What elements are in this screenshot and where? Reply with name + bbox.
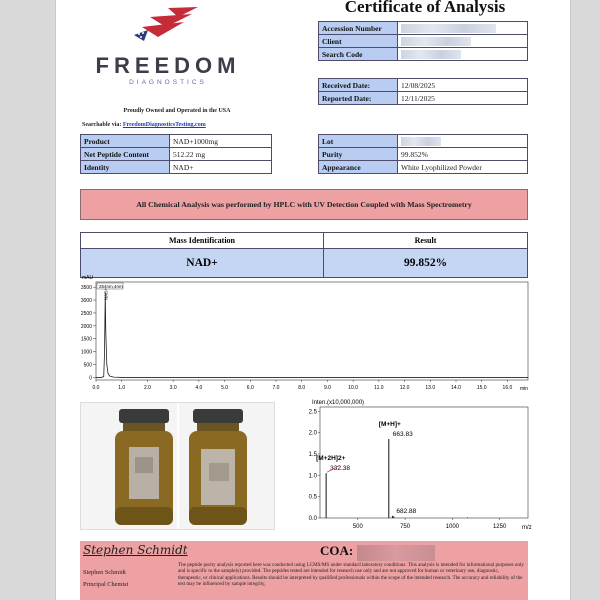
peak-value-label: 332.38 bbox=[330, 465, 351, 473]
x-tick-label: 0.0 bbox=[92, 385, 100, 391]
trace-label: 254nm,4nm bbox=[99, 284, 123, 289]
product-value: NAD+1000mg bbox=[170, 135, 272, 148]
peak-label: NAD+ bbox=[103, 287, 109, 300]
plot-frame bbox=[96, 282, 528, 380]
x-tick-label: 15.0 bbox=[476, 385, 487, 391]
mass-id-header: Mass Identification bbox=[81, 233, 324, 249]
y-tick-label: 3500 bbox=[80, 285, 92, 292]
vial-right bbox=[189, 409, 247, 525]
product-label: Product bbox=[81, 135, 170, 148]
result-value: 99.852% bbox=[324, 249, 528, 278]
y-tick-label: 500 bbox=[83, 362, 92, 369]
hplc-chromatogram bbox=[60, 272, 534, 397]
x-tick-label: 8.0 bbox=[298, 385, 306, 391]
search-code-label: Search Code bbox=[319, 48, 398, 61]
vial-photos bbox=[80, 402, 275, 530]
x-tick-label: 7.0 bbox=[272, 385, 280, 391]
redacted-block bbox=[401, 24, 496, 33]
net-content-value: 512.22 mg bbox=[170, 148, 272, 161]
vial-left bbox=[115, 409, 173, 525]
y-tick-label: 1500 bbox=[80, 336, 92, 343]
reported-label: Reported Date: bbox=[319, 92, 398, 105]
brand-name: FREEDOM bbox=[95, 53, 241, 78]
chemist-name: Stephen Schmidt bbox=[83, 569, 126, 576]
reported-value: 12/11/2025 bbox=[398, 92, 528, 105]
chemist-info bbox=[83, 567, 128, 591]
ion-label: [M+2H]2+ bbox=[316, 455, 346, 463]
x-tick-label: 1000 bbox=[445, 524, 460, 530]
ion-label: [M+H]+ bbox=[378, 421, 401, 429]
purity-value: 99.852% bbox=[398, 148, 528, 161]
x-tick-label: 12.0 bbox=[399, 385, 410, 391]
y-tick-label: 2500 bbox=[80, 310, 92, 317]
x-tick-label: 6.0 bbox=[246, 385, 254, 391]
searchable-line bbox=[82, 122, 206, 128]
result-header: Result bbox=[324, 233, 528, 249]
coa-label: COA: bbox=[320, 543, 354, 558]
method-banner: All Chemical Analysis was performed by HPLC with UV Detection Coupled with Mass Spectrometry bbox=[80, 189, 528, 220]
x-tick-label: 13.0 bbox=[425, 385, 436, 391]
x-tick-label: 4.0 bbox=[195, 385, 203, 391]
disclaimer: The peptide purity analysis reported here was conducted using LCMS/MS under standard laboratory conditions. This analysis is intended for informational purposes only and is specific to the sample(s) provided. The peptides tested are intended for research use only and are not approved for human or veterinary use, diagnostic, therapeutic, or clinical applications. Results should be interpreted by qualified professionals within the scope of the intended research. The accuracy and reliability of the test may be influenced by sample integrity, bbox=[178, 562, 524, 587]
received-label: Received Date: bbox=[319, 79, 398, 92]
x-tick-label: 10.0 bbox=[348, 385, 359, 391]
coa-redacted bbox=[357, 545, 435, 561]
x-tick-label: 500 bbox=[352, 524, 363, 530]
purity-label: Purity bbox=[319, 148, 398, 161]
peak-value-label: 663.83 bbox=[392, 431, 413, 439]
y-tick-label: 2.0 bbox=[308, 430, 317, 437]
search-link[interactable]: FreedomDiagnosticsTesting.com bbox=[122, 122, 206, 128]
signature: Stephen Schmidt bbox=[83, 543, 188, 557]
mass-spectrum bbox=[296, 397, 534, 533]
dates-table bbox=[318, 78, 528, 105]
client-label: Client bbox=[319, 35, 398, 48]
x-tick-label: 1250 bbox=[492, 524, 507, 530]
x-tick-label: 1.0 bbox=[118, 385, 126, 391]
x-tick-label: 750 bbox=[400, 524, 411, 530]
x-tick-label: 2.0 bbox=[143, 385, 151, 391]
y-tick-label: 3000 bbox=[80, 298, 92, 305]
lot-value bbox=[398, 135, 528, 148]
identity-label: Identity bbox=[81, 161, 170, 174]
x-tick-label: 3.0 bbox=[169, 385, 177, 391]
appearance-label: Appearance bbox=[319, 161, 398, 174]
x-tick-label: 5.0 bbox=[221, 385, 229, 391]
flag-logo-icon bbox=[120, 5, 200, 47]
search-code-value bbox=[398, 48, 528, 61]
net-content-label: Net Peptide Content bbox=[81, 148, 170, 161]
chemist-role: Principal Chemist bbox=[83, 581, 129, 588]
y-tick-label: 0.5 bbox=[308, 494, 317, 501]
page-title: Certificate of Analysis bbox=[344, 0, 506, 16]
product-table bbox=[80, 134, 272, 174]
y-tick-label: 1.0 bbox=[308, 473, 317, 480]
x-tick-label: 14.0 bbox=[451, 385, 461, 391]
y-tick-label: 2.5 bbox=[308, 409, 317, 416]
accession-label: Accession Number bbox=[319, 22, 398, 35]
x-tick-label: 16.0 bbox=[502, 385, 513, 391]
appearance-value: White Lyophilized Powder bbox=[398, 161, 528, 174]
chromatogram-line bbox=[96, 292, 528, 377]
y-axis-label: mAU bbox=[82, 275, 94, 281]
x-tick-label: 11.0 bbox=[374, 385, 384, 391]
redacted-block bbox=[401, 50, 461, 59]
mass-id-value: NAD+ bbox=[81, 249, 324, 278]
vial-image bbox=[81, 403, 274, 529]
client-value bbox=[398, 35, 528, 48]
lot-table bbox=[318, 134, 528, 174]
x-axis-label: m/z bbox=[522, 525, 532, 531]
account-table bbox=[318, 21, 528, 61]
search-label: Searchable via: bbox=[82, 122, 122, 128]
owned-statement: Proudly Owned and Operated in the USA bbox=[123, 108, 231, 114]
y-tick-label: 1.5 bbox=[308, 451, 317, 458]
x-tick-label: 9.0 bbox=[323, 385, 331, 391]
redacted-block bbox=[401, 137, 441, 146]
y-tick-label: 0 bbox=[89, 375, 92, 382]
redacted-block bbox=[401, 37, 471, 46]
y-axis-label: Inten.(x10,000,000) bbox=[312, 400, 365, 406]
y-tick-label: 1000 bbox=[80, 349, 92, 356]
brand-subtitle: DIAGNOSTICS bbox=[129, 79, 207, 86]
peak-value-label: 682.88 bbox=[396, 507, 417, 515]
accession-value bbox=[398, 22, 528, 35]
received-value: 12/08/2025 bbox=[398, 79, 528, 92]
identity-value: NAD+ bbox=[170, 161, 272, 174]
lot-label: Lot bbox=[319, 135, 398, 148]
x-axis-label: min bbox=[520, 386, 529, 392]
plot-frame bbox=[320, 407, 528, 518]
y-tick-label: 0.0 bbox=[308, 516, 317, 522]
y-tick-label: 2000 bbox=[80, 323, 92, 330]
